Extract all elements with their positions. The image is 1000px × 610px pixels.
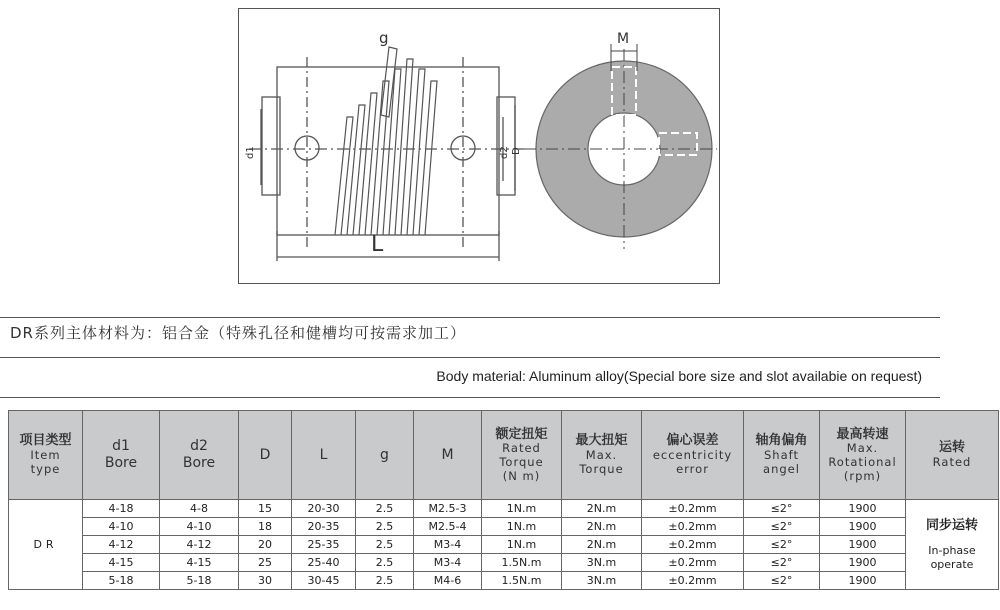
label-D: D: [511, 147, 522, 155]
header-max-rotational: 最高转速 Max. Rotational (rpm): [820, 411, 906, 500]
table-header-row: [9, 411, 999, 500]
cell-g: 2.5: [356, 572, 414, 590]
header-rated-torque: 额定扭矩 Rated Torque (N m): [482, 411, 562, 500]
cell-rated-torque: 1.5N.m: [482, 554, 562, 572]
side-view: [249, 47, 524, 261]
cell-D: 25: [239, 554, 292, 572]
label-L: L: [371, 232, 384, 257]
cell-max-torque: 3N.m: [562, 572, 642, 590]
cell-max-rpm: 1900: [820, 536, 906, 554]
cell-d1: 4-15: [83, 554, 160, 572]
cell-max-torque: 2N.m: [562, 536, 642, 554]
cell-shaft-angle: ≤2°: [744, 554, 820, 572]
cell-d2: 4-8: [160, 500, 239, 518]
table-row: [9, 572, 999, 590]
cell-max-rpm: 1900: [820, 554, 906, 572]
label-g: g: [379, 29, 389, 47]
divider-top: [0, 317, 940, 318]
divider-middle: [0, 357, 940, 358]
cell-d1: 5-18: [83, 572, 160, 590]
header-shaft-angle: 轴角偏角 Shaft angel: [744, 411, 820, 500]
cell-rated-torque: 1N.m: [482, 518, 562, 536]
cell-max-rpm: 1900: [820, 518, 906, 536]
cell-M: M2.5-4: [414, 518, 482, 536]
cell-d1: 4-12: [83, 536, 160, 554]
cell-rated-torque: 1N.m: [482, 536, 562, 554]
cell-eccentricity: ±0.2mm: [642, 554, 744, 572]
cell-L: 30-45: [292, 572, 356, 590]
cell-shaft-angle: ≤2°: [744, 500, 820, 518]
header-rated: 运转 Rated: [906, 411, 999, 500]
divider-bottom: [0, 397, 940, 398]
technical-drawing: [238, 8, 720, 284]
material-description-cn: DR系列主体材料为：铝合金（特殊孔径和健槽均可按需求加工）: [10, 324, 466, 342]
cell-d2: 5-18: [160, 572, 239, 590]
header-D: D: [239, 411, 292, 500]
cell-d2: 4-15: [160, 554, 239, 572]
cell-L: 20-35: [292, 518, 356, 536]
cell-shaft-angle: ≤2°: [744, 518, 820, 536]
cell-g: 2.5: [356, 518, 414, 536]
cell-max-rpm: 1900: [820, 572, 906, 590]
header-g: g: [356, 411, 414, 500]
cell-d2: 4-12: [160, 536, 239, 554]
cell-g: 2.5: [356, 554, 414, 572]
rated-value-cn: 同步运转: [925, 517, 978, 533]
cell-d2: 4-10: [160, 518, 239, 536]
cell-shaft-angle: ≤2°: [744, 572, 820, 590]
cell-g: 2.5: [356, 500, 414, 518]
header-item-type: 项目类型 Item type: [9, 411, 83, 500]
cell-D: 20: [239, 536, 292, 554]
header-d2: d2 Bore: [160, 411, 239, 500]
header-L: L: [292, 411, 356, 500]
right-shaft: [497, 97, 515, 195]
cell-max-torque: 2N.m: [562, 518, 642, 536]
cell-D: 18: [239, 518, 292, 536]
cell-L: 25-40: [292, 554, 356, 572]
cell-L: 20-30: [292, 500, 356, 518]
cell-D: 30: [239, 572, 292, 590]
table-row: [9, 500, 999, 518]
cell-L: 25-35: [292, 536, 356, 554]
cell-M: M2.5-3: [414, 500, 482, 518]
rated-cell: [906, 500, 999, 590]
table-row: [9, 554, 999, 572]
header-M: M: [414, 411, 482, 500]
helical-slots: [335, 47, 437, 235]
cell-M: M4-6: [414, 572, 482, 590]
cell-d1: 4-18: [83, 500, 160, 518]
label-M: M: [617, 31, 630, 47]
rated-value-en2: operate: [930, 557, 974, 571]
material-description-en: Body material: Aluminum alloy(Special bore size and slot availabie on request): [436, 368, 922, 384]
cell-D: 15: [239, 500, 292, 518]
cell-max-torque: 2N.m: [562, 500, 642, 518]
cell-g: 2.5: [356, 536, 414, 554]
spec-table: [8, 410, 999, 590]
cell-max-rpm: 1900: [820, 500, 906, 518]
table-row: [9, 536, 999, 554]
cell-M: M3-4: [414, 554, 482, 572]
table-row: [9, 518, 999, 536]
cell-shaft-angle: ≤2°: [744, 536, 820, 554]
label-d2: d2: [499, 146, 510, 159]
cell-eccentricity: ±0.2mm: [642, 500, 744, 518]
header-d1: d1 Bore: [83, 411, 160, 500]
end-view: [524, 44, 717, 249]
cell-rated-torque: 1N.m: [482, 500, 562, 518]
label-d1: d1: [245, 146, 256, 159]
rated-value-en1: In-phase: [928, 543, 976, 557]
cell-eccentricity: ±0.2mm: [642, 518, 744, 536]
cell-rated-torque: 1.5N.m: [482, 572, 562, 590]
type-cell: DR: [9, 500, 83, 590]
cell-eccentricity: ±0.2mm: [642, 572, 744, 590]
cell-eccentricity: ±0.2mm: [642, 536, 744, 554]
cell-M: M3-4: [414, 536, 482, 554]
header-max-torque: 最大扭矩 Max. Torque: [562, 411, 642, 500]
cell-max-torque: 3N.m: [562, 554, 642, 572]
header-eccentricity: 偏心误差 eccentricity error: [642, 411, 744, 500]
cell-d1: 4-10: [83, 518, 160, 536]
coupling-drawing-svg: [239, 9, 721, 285]
